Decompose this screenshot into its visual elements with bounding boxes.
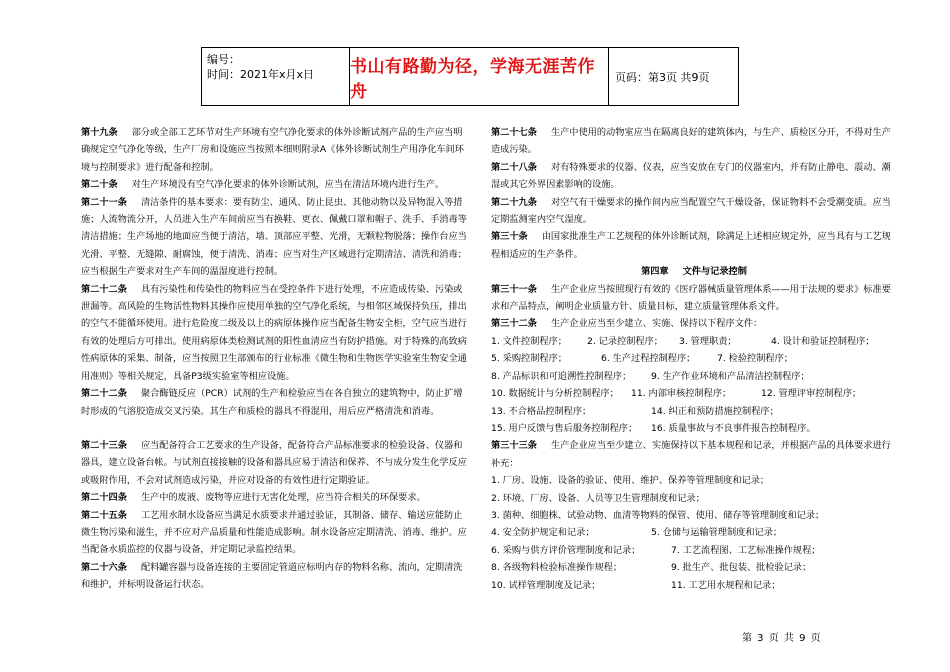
article-number: 第二十五条	[81, 509, 127, 521]
time-label: 时间：2021年x月x日	[207, 68, 315, 81]
list-item: 7. 工艺流程图、工艺标准操作规程；	[671, 544, 821, 556]
article-23	[81, 437, 467, 489]
list-item: 10. 试样管理制度及记录；	[491, 579, 601, 591]
list-item: 1. 厂房、设施、设备的验证、使用、维护、保养等管理制度和记录；	[491, 475, 770, 487]
article-text: 对生产环境没有空气净化要求的体外诊断试剂，应当在清洁环境内进行生产。	[131, 179, 445, 191]
article-number: 第二十四条	[81, 492, 127, 504]
article-27	[491, 124, 897, 159]
list-item: 5. 采购控制程序；	[491, 353, 567, 365]
article-number: 第二十条	[81, 179, 118, 191]
page-header	[201, 47, 739, 106]
spacer	[81, 420, 467, 437]
list-item: 16. 质量事故与不良事件报告控制程序。	[651, 422, 816, 434]
article-text: 生产企业应当至少建立、实施保持以下基本规程和记录，并根据产品的具体要求进行补充：	[491, 440, 891, 469]
list-row	[491, 524, 897, 541]
list-row	[491, 385, 897, 402]
article-number: 第二十二条	[81, 388, 127, 400]
record-list	[491, 472, 897, 594]
left-column	[81, 124, 467, 594]
right-column	[491, 124, 897, 594]
list-row	[491, 368, 897, 385]
article-text: 配料罐容器与设备连接的主要固定管道应标明内存的物料名称、流向，定期清洗和维护，并标明设备运行状态。	[81, 561, 463, 591]
list-item: 5. 仓储与运输管理制度和记录；	[651, 527, 783, 539]
article-22b	[81, 385, 467, 420]
article-21	[81, 194, 467, 281]
list-row	[491, 542, 897, 559]
chapter-title: 文件与记录控制	[682, 266, 747, 278]
article-number: 第十九条	[81, 127, 118, 138]
list-item: 6. 采购与供方评价管理制度和记录；	[491, 544, 641, 556]
list-item: 3. 菌种、细胞株、试验动物、血清等物料的保管、使用、储存等管理制度和记录；	[491, 509, 825, 521]
header-motto: 书山有路勤为径，学海无涯苦作舟	[350, 48, 609, 105]
chapter-heading	[491, 263, 897, 280]
article-26	[81, 559, 467, 594]
list-item: 4. 设计和验证控制程序；	[771, 335, 875, 347]
list-row	[491, 403, 897, 420]
list-row	[491, 350, 897, 367]
article-19	[81, 124, 467, 176]
article-text: 聚合酶链反应（PCR）试剂的生产和检验应当在各自独立的建筑物中，防止扩增时形成的气溶胶造成交叉污染。其生产和质检的器具不得混用，用后应严格清洗和消毒。	[81, 388, 463, 417]
article-number: 第二十二条	[81, 283, 127, 295]
article-text: 对有特殊要求的仪器、仪表，应当安放在专门的仪器室内，并有防止静电、震动、潮湿或其它外界因素影响的设施。	[491, 161, 891, 191]
article-number: 第二十六条	[81, 561, 127, 573]
article-text: 部分或全部工艺环节对生产环境有空气净化要求的体外诊断试剂产品的生产应当明确规定空气净化等级，生产厂房和设施应当按照本细则附录A《体外诊断试剂生产用净化车间环境与控制要求》进行配备和控制。	[81, 127, 464, 173]
list-item: 4. 安全防护规定和记录；	[491, 527, 595, 539]
header-meta	[202, 48, 350, 105]
list-item: 6. 生产过程控制程序；	[601, 353, 696, 365]
article-text: 生产中的废液、废物等应进行无害化处理，应当符合相关的环保要求。	[140, 492, 426, 504]
article-number: 第三十二条	[491, 318, 537, 330]
list-row	[491, 507, 897, 524]
article-20	[81, 176, 467, 193]
article-31	[491, 281, 897, 316]
page-footer: 第 3 页 共 9 页	[742, 633, 822, 644]
article-number: 第二十一条	[81, 196, 127, 208]
article-text: 生产企业应当按照现行有效的《医疗器械质量管理体系——用于法规的要求》标准要求和产品特点，阐明企业质量方针、质量目标，建立质量管理体系文件。	[491, 283, 891, 313]
article-30	[491, 228, 897, 263]
list-row	[491, 420, 897, 437]
article-number: 第二十九条	[491, 196, 537, 208]
list-item: 11. 工艺用水规程和记录；	[671, 579, 781, 591]
article-24	[81, 489, 467, 506]
article-number: 第三十三条	[491, 440, 537, 452]
list-item: 11. 内部审核控制程序；	[631, 388, 732, 400]
list-item: 9. 生产作业环境和产品清洁控制程序；	[651, 370, 810, 382]
list-row	[491, 490, 897, 507]
chapter-number: 第四章	[641, 266, 669, 278]
list-item: 3. 管理职责；	[679, 335, 737, 347]
article-28	[491, 159, 897, 194]
list-item: 14. 纠正和预防措施控制程序；	[651, 405, 779, 417]
article-text: 应当配备符合工艺要求的生产设备，配备符合产品标准要求的检验设备、仪器和器具，建立设备台帐。与试剂直接接触的设备和器具应易于清洁和保养、不与成分发生化学反应或吸附作用，不会对试剂造成污染，并应对设备的有效性进行定期验证。	[81, 439, 467, 486]
article-text: 工艺用水制水设备应当满足水质要求并通过验证，其制备、储存、输送应能防止微生物污染和滋生，并不应对产品质量和性能造成影响。制水设备应定期清洗、消毒、维护。应当配备水质监控的仪器与设备，并定期记录监控结果。	[81, 509, 467, 556]
list-item: 9. 批生产、批包装、批检验记录；	[671, 562, 812, 574]
article-29	[491, 194, 897, 229]
article-32	[491, 315, 897, 332]
article-number: 第三十条	[491, 231, 528, 243]
list-row	[491, 559, 897, 576]
list-row	[491, 577, 897, 594]
list-item: 7. 检验控制程序；	[717, 353, 793, 365]
list-row	[491, 472, 897, 489]
article-text: 由国家批准生产工艺规程的体外诊断试剂，除满足上述相应规定外，应当具有与工艺规程相适应的生产条件。	[491, 231, 891, 260]
list-item: 13. 不合格品控制程序；	[491, 405, 592, 417]
article-text: 清洁条件的基本要求：要有防尘、通风、防止昆虫、其他动物以及异物混入等措施；人流物流分开，人员进入生产车间前应当有换鞋、更衣、佩戴口罩和帽子、洗手、手消毒等清洁措施；生产场地的地面应当便于清洁，墙、顶部应平整、光滑，无颗粒物脱落；操作台应当光滑、平整、无缝隙、耐腐蚀，便于清洗、消毒；应当对生产区域进行定期清洁、清洗和消毒；应当根据生产要求对生产车间的温湿度进行控制。	[81, 196, 467, 278]
list-item: 1. 文件控制程序；	[491, 335, 567, 347]
article-text: 生产企业应当至少建立、实施、保持以下程序文件：	[550, 318, 763, 330]
list-item: 12. 管理评审控制程序；	[761, 388, 862, 400]
procedure-list	[491, 333, 897, 437]
article-number: 第二十八条	[491, 161, 537, 173]
article-number: 第三十一条	[491, 283, 537, 295]
list-item: 8. 产品标识和可追溯性控制程序；	[491, 370, 632, 382]
number-label: 编号：	[207, 53, 240, 66]
article-number: 第二十三条	[81, 439, 127, 451]
header-page-info: 页码：第3页 共9页	[615, 70, 710, 84]
list-item: 2. 环境、厂房、设备、人员等卫生管理制度和记录；	[491, 492, 705, 504]
article-number: 第二十七条	[491, 127, 537, 138]
list-row	[491, 333, 897, 350]
article-text: 对空气有干燥要求的操作间内应当配置空气干燥设备，保证物料不会受潮变质。应当定期监测室内空气湿度。	[491, 196, 891, 226]
article-33	[491, 437, 897, 472]
article-22	[81, 281, 467, 385]
article-text: 具有污染性和传染性的物料应当在受控条件下进行处理，不应造成传染、污染或泄漏等。高风险的生物活性物料其操作应使用单独的空气净化系统，与相邻区域保持负压，排出的空气不能循环使用。进行危险度二级及以上的病原体操作应当配备生物安全柜，空气应当进行有效的处理后方可排出。使用病原体类检测试剂的阳性血清应当有防护措施。对于特殊的高致病性病原体的采集、制备，应当按照卫生部颁布的行业标准《微生物和生物医学实验室生物安全通用准则》等相关规定，具备P3级实验室等相应设施。	[81, 283, 467, 382]
article-25	[81, 507, 467, 559]
list-item: 2. 记录控制程序；	[587, 335, 663, 347]
list-item: 8. 各级物料检验标准操作规程；	[491, 562, 623, 574]
list-item: 10. 数据统计与分析控制程序；	[491, 388, 619, 400]
article-text: 生产中使用的动物室应当在隔离良好的建筑体内，与生产、质检区分开，不得对生产造成污染。	[491, 127, 891, 156]
list-item: 15. 用户反馈与售后服务控制程序；	[491, 422, 638, 434]
